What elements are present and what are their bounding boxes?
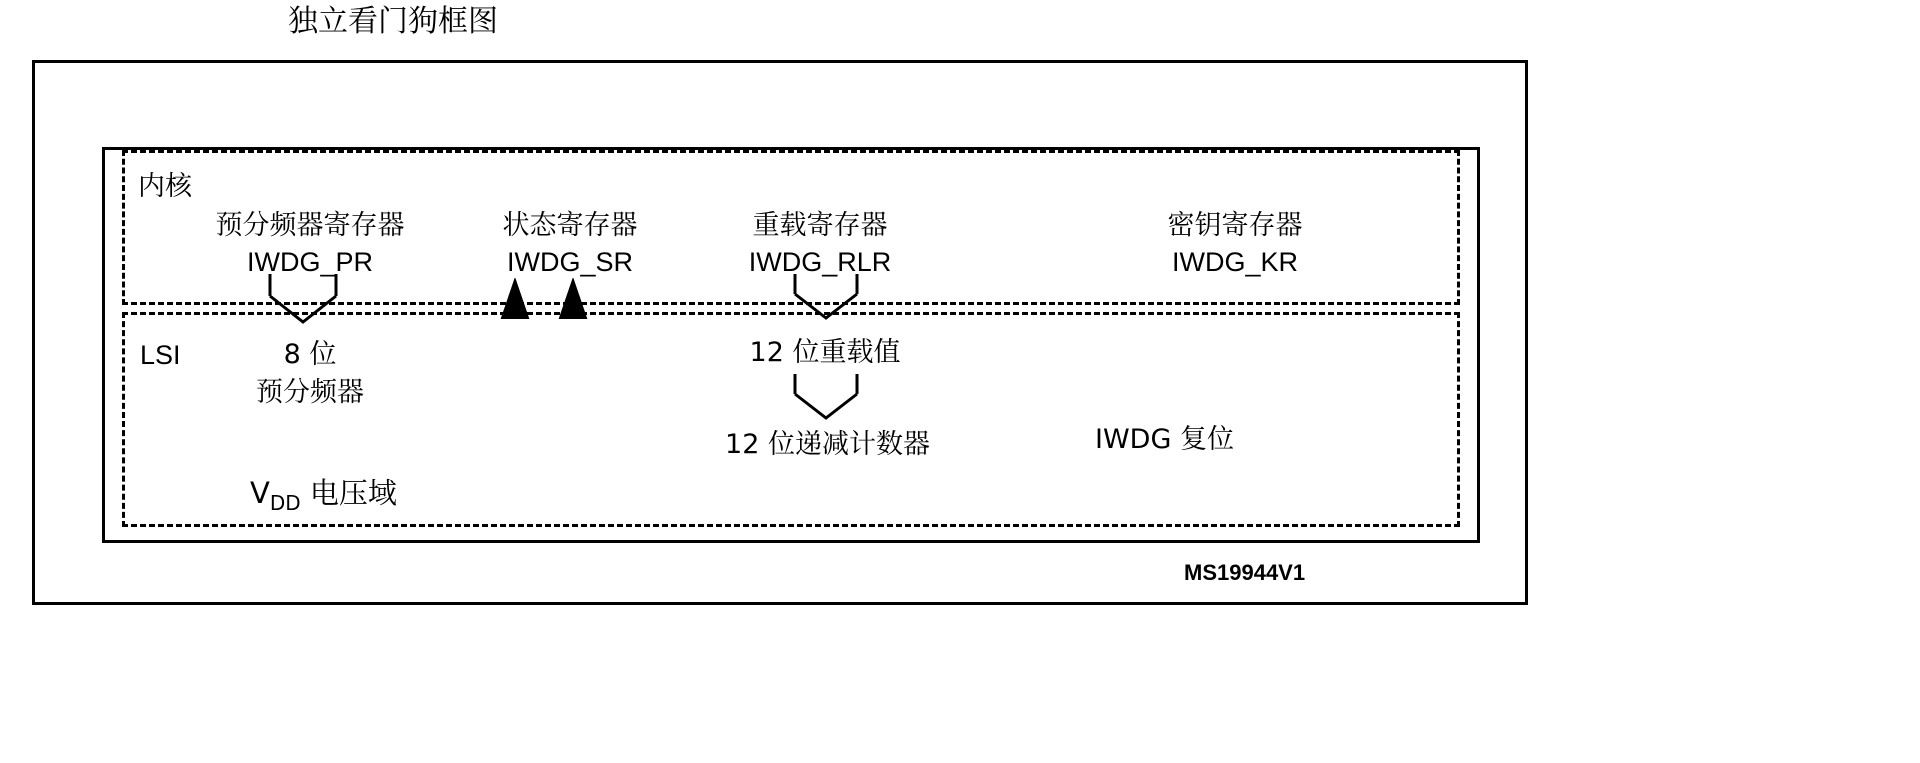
register-iwdg-kr-name-en: IWDG_KR (1171, 247, 1298, 277)
arrow-rlr-to-reload-value-icon (785, 272, 867, 320)
vdd-suffix: 电压域 (300, 476, 397, 510)
register-iwdg-sr (470, 208, 670, 280)
arrow-status-up-left-icon (500, 278, 530, 320)
register-iwdg-rlr-name-en: IWDG_RLR (748, 247, 892, 277)
figure-title: 独立看门狗框图 (288, 4, 498, 39)
reload-value-label: 12 位重载值 (749, 337, 901, 368)
arrow-status-up-right-icon (558, 278, 588, 320)
register-iwdg-rlr-name-cn: 重载寄存器 (752, 210, 888, 241)
lsi-label: LSI (140, 340, 181, 370)
figure-code: MS19944V1 (1184, 560, 1306, 585)
prescaler-label-line1: 8 位 (283, 339, 337, 370)
arrow-pr-to-prescaler-icon (258, 272, 348, 324)
register-iwdg-sr-name-en: IWDG_SR (506, 247, 633, 277)
arrow-reload-to-counter-icon (785, 372, 867, 420)
register-iwdg-pr-name-en: IWDG_PR (246, 247, 373, 277)
vdd-subscript: DD (269, 490, 301, 515)
register-iwdg-sr-name-cn: 状态寄存器 (502, 210, 638, 241)
register-iwdg-pr-name-cn: 预分频器寄存器 (215, 210, 405, 241)
register-iwdg-kr (1110, 208, 1360, 280)
vdd-prefix: V (250, 476, 270, 510)
register-iwdg-kr-name-cn: 密钥寄存器 (1167, 210, 1303, 241)
vdd-voltage-domain-label (250, 471, 397, 515)
iwdg-reset-label: IWDG 复位 (1095, 424, 1234, 455)
prescaler-label-line2: 预分频器 (256, 377, 364, 408)
core-domain-label: 内核 (138, 171, 192, 202)
register-iwdg-pr (180, 208, 440, 280)
prescaler-block-label (215, 336, 405, 412)
down-counter-label: 12 位递减计数器 (725, 429, 930, 460)
register-iwdg-rlr (700, 208, 940, 280)
